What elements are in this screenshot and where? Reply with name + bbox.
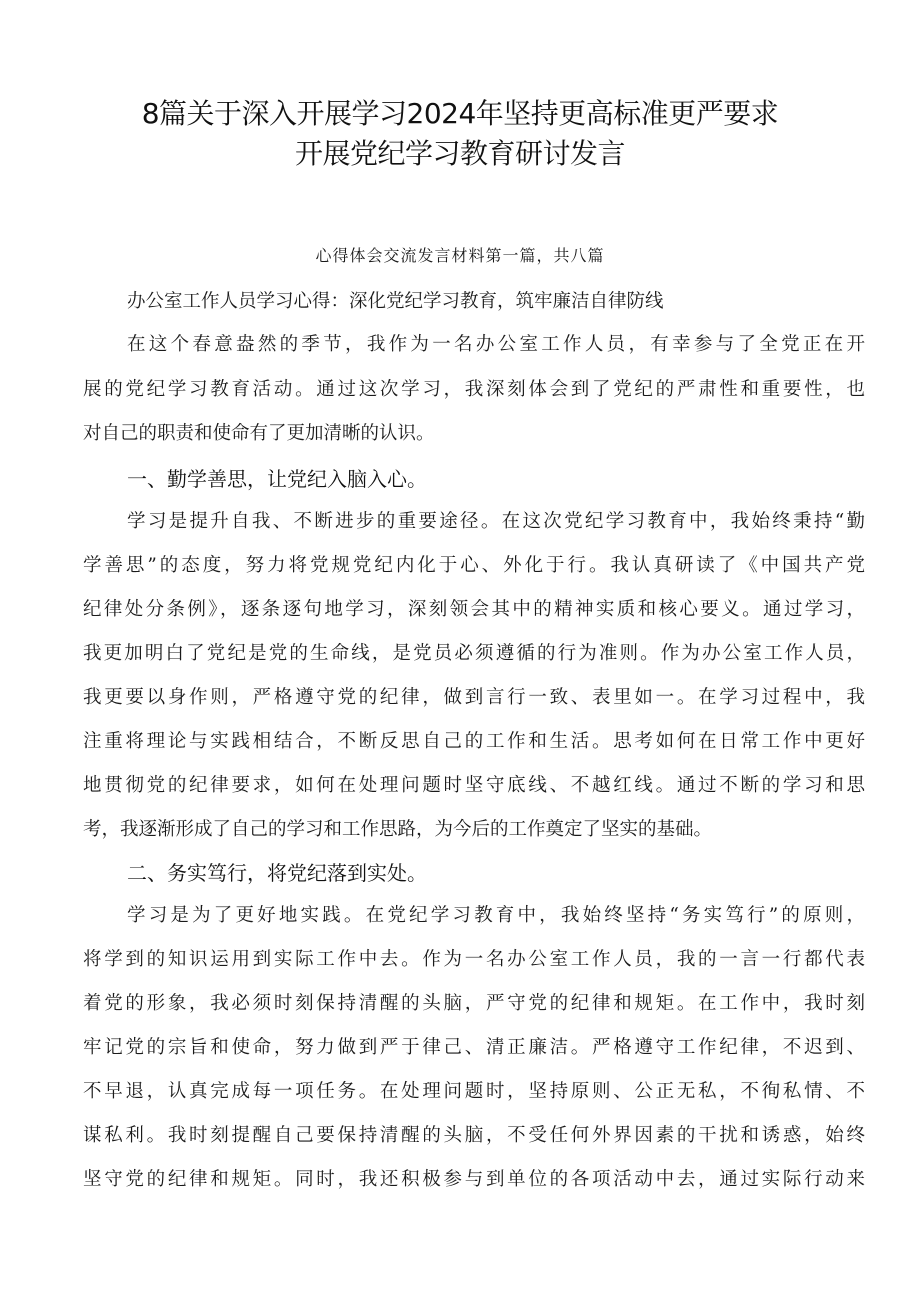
section-1-heading: 一、勤学善思，让党纪入脑入心。 [127,467,427,491]
section-1-line: 注重将理论与实践相结合，不断反思自己的工作和生活。思考如何在日常工作中更好 [83,731,865,752]
section-1-line: 我更加明白了党纪是党的生命线，是党员必须遵循的行为准则。作为办公室工作人员， [83,643,865,664]
section-1-line: 学习是提升自我、不断进步的重要途径。在这次党纪学习教育中，我始终秉持“勤 [127,511,865,532]
article-title: 办公室工作人员学习心得：深化党纪学习教育，筑牢廉洁自律防线 [127,291,664,312]
section-2-line: 不早退，认真完成每一项任务。在处理问题时，坚持原则、公正无私，不徇私情、不 [83,1081,865,1102]
section-1-line: 考，我逐渐形成了自己的学习和工作思路，为今后的工作奠定了坚实的基础。 [83,819,713,840]
section-2-line: 牢记党的宗旨和使命，努力做到严于律己、清正廉洁。严格遵守工作纪律，不迟到、 [83,1037,865,1058]
document-title-line-1: 8篇关于深入开展学习2024年坚持更高标准更严要求 [141,97,779,130]
section-1-line: 学善思”的态度，努力将党规党纪内化于心、外化于行。我认真研读了《中国共产党 [83,555,865,576]
section-2-heading: 二、务实笃行，将党纪落到实处。 [127,861,427,885]
section-2-line: 谋私利。我时刻提醒自己要保持清醒的头脑，不受任何外界因素的干扰和诱惑，始终 [83,1125,865,1146]
section-1-line: 地贯彻党的纪律要求，如何在处理问题时坚守底线、不越红线。通过不断的学习和思 [83,775,865,796]
intro-line: 在这个春意盎然的季节，我作为一名办公室工作人员，有幸参与了全党正在开 [127,334,865,355]
section-2-line: 坚守党的纪律和规矩。同时，我还积极参与到单位的各项活动中去，通过实际行动来 [83,1169,865,1190]
section-1-line: 我更要以身作则，严格遵守党的纪律，做到言行一致、表里如一。在学习过程中，我 [83,687,865,708]
section-1-line: 纪律处分条例》，逐条逐句地学习，深刻领会其中的精神实质和核心要义。通过学习， [83,599,865,620]
intro-line: 对自己的职责和使命有了更加清晰的认识。 [83,423,435,444]
section-2-line: 将学到的知识运用到实际工作中去。作为一名办公室工作人员，我的一言一行都代表 [83,949,865,970]
document-title-line-2: 开展党纪学习教育研讨发言 [294,137,625,170]
intro-line: 展的党纪学习教育活动。通过这次学习，我深刻体会到了党纪的严肃性和重要性，也 [83,379,865,400]
document-subtitle: 心得体会交流发言材料第一篇，共八篇 [315,246,605,265]
section-2-line: 着党的形象，我必须时刻保持清醒的头脑，严守党的纪律和规矩。在工作中，我时刻 [83,993,865,1014]
section-2-line: 学习是为了更好地实践。在党纪学习教育中，我始终坚持“务实笃行”的原则， [127,905,865,926]
